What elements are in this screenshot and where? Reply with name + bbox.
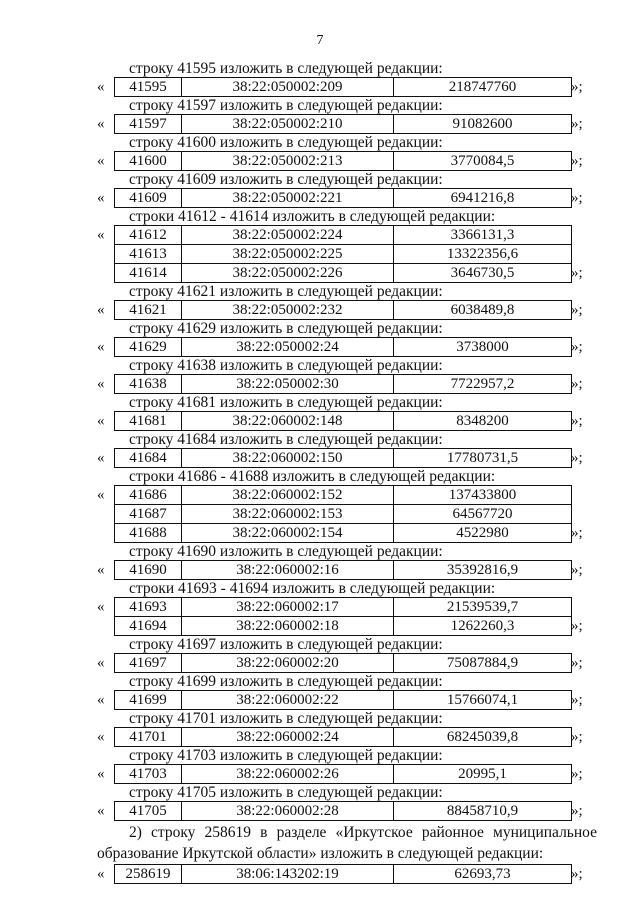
cadastral-number-cell: 38:22:060002:150 — [182, 449, 394, 468]
cadastral-number-cell: 38:22:060002:24 — [182, 728, 394, 747]
cadastral-value-cell: 3646730,5 — [394, 264, 572, 283]
closing-quote: »; — [571, 525, 583, 541]
amendment-block — [97, 114, 597, 134]
amendment-block — [97, 77, 597, 97]
row-number-cell: 41688 — [115, 524, 182, 543]
cadastral-number-cell: 38:22:050002:210 — [182, 115, 394, 134]
closing-quote: »; — [571, 692, 583, 708]
closing-quote: »; — [571, 116, 583, 132]
cadastral-value-cell: 3738000 — [394, 338, 572, 357]
table-row — [115, 375, 572, 394]
opening-quote: « — [97, 487, 105, 503]
cadastral-value-cell: 3366131,3 — [394, 226, 572, 245]
cadastral-value-cell: 4522980 — [394, 524, 572, 543]
opening-quote: « — [97, 413, 105, 429]
cadastral-value-cell: 21539539,7 — [394, 598, 572, 617]
closing-quote: »; — [571, 450, 583, 466]
opening-quote: « — [97, 692, 105, 708]
paragraph-2-line-2: образование Иркутской области» изложить в следующей редакции: — [97, 845, 544, 862]
table-row — [115, 245, 572, 264]
amendment-instruction: строку 41699 изложить в следующей редакции: — [129, 673, 443, 690]
table-row — [115, 226, 572, 245]
amendment-block — [97, 801, 597, 821]
amendment-block — [97, 864, 597, 884]
opening-quote: « — [97, 227, 105, 243]
cadastral-value-cell: 68245039,8 — [394, 728, 572, 747]
cadastral-value-cell: 218747760 — [394, 78, 572, 97]
cadastral-value-cell: 13322356,6 — [394, 245, 572, 264]
cadastral-value-cell: 62693,73 — [394, 865, 572, 884]
opening-quote: « — [97, 655, 105, 671]
amendment-instruction: строку 41703 изложить в следующей редакции: — [129, 747, 443, 764]
amendment-block — [97, 597, 597, 636]
closing-quote: »; — [571, 79, 583, 95]
registry-table — [114, 653, 572, 673]
cadastral-number-cell: 38:22:060002:154 — [182, 524, 394, 543]
opening-quote: « — [97, 562, 105, 578]
table-row — [115, 802, 572, 821]
row-number-cell: 41684 — [115, 449, 182, 468]
amendment-instruction: строку 41621 изложить в следующей редакции: — [129, 283, 443, 300]
cadastral-number-cell: 38:22:050002:225 — [182, 245, 394, 264]
table-row — [115, 449, 572, 468]
cadastral-number-cell: 38:22:050002:232 — [182, 301, 394, 320]
opening-quote: « — [97, 116, 105, 132]
cadastral-number-cell: 38:06:143202:19 — [182, 865, 394, 884]
registry-table — [114, 448, 572, 468]
registry-table — [114, 374, 572, 394]
cadastral-number-cell: 38:22:060002:152 — [182, 486, 394, 505]
table-row — [115, 561, 572, 580]
amendment-block — [97, 690, 597, 710]
cadastral-number-cell: 38:22:060002:16 — [182, 561, 394, 580]
amendment-block — [97, 448, 597, 468]
amendment-block — [97, 188, 597, 208]
row-number-cell: 41597 — [115, 115, 182, 134]
row-number-cell: 41595 — [115, 78, 182, 97]
closing-quote: »; — [571, 803, 583, 819]
amendment-instruction: строки 41686 - 41688 изложить в следующей редакции: — [129, 468, 496, 485]
amendment-block — [97, 653, 597, 673]
table-row — [115, 189, 572, 208]
cadastral-number-cell: 38:22:060002:17 — [182, 598, 394, 617]
amendment-block — [97, 374, 597, 394]
cadastral-value-cell: 88458710,9 — [394, 802, 572, 821]
amendment-instruction: строку 41705 изложить в следующей редакции: — [129, 784, 443, 801]
closing-quote: »; — [571, 655, 583, 671]
amendment-block — [97, 151, 597, 171]
paragraph-2-line-1: 2) строку 258619 в разделе «Иркутское районное муниципальное — [129, 824, 597, 841]
cadastral-number-cell: 38:22:050002:24 — [182, 338, 394, 357]
closing-quote: »; — [571, 413, 583, 429]
closing-quote: »; — [571, 265, 583, 281]
row-number-cell: 41614 — [115, 264, 182, 283]
amendment-block — [97, 727, 597, 747]
registry-table — [114, 337, 572, 357]
opening-quote: « — [97, 376, 105, 392]
row-number-cell: 41609 — [115, 189, 182, 208]
amendment-instruction: строку 41690 изложить в следующей редакции: — [129, 543, 443, 560]
table-row — [115, 152, 572, 171]
amendment-block — [97, 560, 597, 580]
cadastral-value-cell: 1262260,3 — [394, 617, 572, 636]
closing-quote: »; — [571, 562, 583, 578]
final-entry — [97, 864, 597, 884]
row-number-cell: 258619 — [115, 865, 182, 884]
cadastral-value-cell: 7722957,2 — [394, 375, 572, 394]
amendment-block — [97, 337, 597, 357]
opening-quote: « — [97, 866, 105, 882]
cadastral-value-cell: 6038489,8 — [394, 301, 572, 320]
cadastral-number-cell: 38:22:050002:213 — [182, 152, 394, 171]
opening-quote: « — [97, 79, 105, 95]
table-row — [115, 486, 572, 505]
cadastral-number-cell: 38:22:060002:20 — [182, 654, 394, 673]
registry-table — [114, 188, 572, 208]
amendment-instruction: строку 41629 изложить в следующей редакции: — [129, 320, 443, 337]
cadastral-number-cell: 38:22:060002:153 — [182, 505, 394, 524]
table-row — [115, 691, 572, 710]
cadastral-value-cell: 3770084,5 — [394, 152, 572, 171]
amendment-block — [97, 225, 597, 283]
registry-table — [114, 801, 572, 821]
cadastral-value-cell: 8348200 — [394, 412, 572, 431]
registry-table — [114, 77, 572, 97]
amendment-instruction: строку 41701 изложить в следующей редакции: — [129, 710, 443, 727]
document-body — [97, 60, 597, 884]
cadastral-number-cell: 38:22:050002:221 — [182, 189, 394, 208]
amendment-block — [97, 764, 597, 784]
amendment-block — [97, 300, 597, 320]
row-number-cell: 41701 — [115, 728, 182, 747]
registry-table — [114, 300, 572, 320]
row-number-cell: 41690 — [115, 561, 182, 580]
registry-table — [114, 560, 572, 580]
closing-quote: »; — [571, 729, 583, 745]
table-row — [115, 728, 572, 747]
cadastral-number-cell: 38:22:050002:226 — [182, 264, 394, 283]
amendment-block — [97, 485, 597, 543]
cadastral-number-cell: 38:22:060002:22 — [182, 691, 394, 710]
table-row — [115, 78, 572, 97]
amendment-instruction: строку 41600 изложить в следующей редакции: — [129, 134, 443, 151]
row-number-cell: 41699 — [115, 691, 182, 710]
row-number-cell: 41697 — [115, 654, 182, 673]
opening-quote: « — [97, 599, 105, 615]
registry-table — [114, 597, 572, 636]
closing-quote: »; — [571, 339, 583, 355]
registry-table — [114, 864, 572, 884]
table-row — [115, 115, 572, 134]
amendment-instruction: строки 41612 - 41614 изложить в следующей редакции: — [129, 208, 496, 225]
row-number-cell: 41612 — [115, 226, 182, 245]
cadastral-value-cell: 35392816,9 — [394, 561, 572, 580]
opening-quote: « — [97, 339, 105, 355]
table-row — [115, 765, 572, 784]
amendment-instruction: строку 41609 изложить в следующей редакции: — [129, 171, 443, 188]
cadastral-number-cell: 38:22:060002:28 — [182, 802, 394, 821]
page-number: 7 — [316, 33, 324, 48]
opening-quote: « — [97, 153, 105, 169]
row-number-cell: 41705 — [115, 802, 182, 821]
amendment-instruction: строку 41697 изложить в следующей редакции: — [129, 636, 443, 653]
registry-table — [114, 485, 572, 543]
row-number-cell: 41694 — [115, 617, 182, 636]
registry-table — [114, 411, 572, 431]
cadastral-number-cell: 38:22:050002:224 — [182, 226, 394, 245]
cadastral-value-cell: 91082600 — [394, 115, 572, 134]
registry-table — [114, 727, 572, 747]
cadastral-value-cell: 64567720 — [394, 505, 572, 524]
cadastral-number-cell: 38:22:050002:30 — [182, 375, 394, 394]
closing-quote: »; — [571, 153, 583, 169]
opening-quote: « — [97, 450, 105, 466]
row-number-cell: 41686 — [115, 486, 182, 505]
closing-quote: »; — [571, 766, 583, 782]
registry-table — [114, 690, 572, 710]
amendment-instruction: строку 41595 изложить в следующей редакции: — [129, 60, 443, 77]
table-row — [115, 654, 572, 673]
table-row — [115, 865, 572, 884]
cadastral-value-cell: 6941216,8 — [394, 189, 572, 208]
amendment-instruction: строку 41638 изложить в следующей редакции: — [129, 357, 443, 374]
registry-table — [114, 764, 572, 784]
table-row — [115, 505, 572, 524]
cadastral-number-cell: 38:22:050002:209 — [182, 78, 394, 97]
cadastral-value-cell: 137433800 — [394, 486, 572, 505]
opening-quote: « — [97, 766, 105, 782]
registry-table — [114, 225, 572, 283]
closing-quote: »; — [571, 866, 583, 882]
closing-quote: »; — [571, 190, 583, 206]
amendment-instruction: строки 41693 - 41694 изложить в следующей редакции: — [129, 580, 496, 597]
row-number-cell: 41621 — [115, 301, 182, 320]
closing-quote: »; — [571, 618, 583, 634]
table-row — [115, 617, 572, 636]
amendment-instruction: строку 41681 изложить в следующей редакции: — [129, 394, 443, 411]
row-number-cell: 41687 — [115, 505, 182, 524]
paragraph-2 — [97, 822, 597, 864]
amendment-instruction: строку 41597 изложить в следующей редакции: — [129, 97, 443, 114]
cadastral-value-cell: 20995,1 — [394, 765, 572, 784]
table-row — [115, 301, 572, 320]
row-number-cell: 41681 — [115, 412, 182, 431]
closing-quote: »; — [571, 376, 583, 392]
opening-quote: « — [97, 729, 105, 745]
amendment-instruction: строку 41684 изложить в следующей редакции: — [129, 431, 443, 448]
row-number-cell: 41600 — [115, 152, 182, 171]
cadastral-value-cell: 75087884,9 — [394, 654, 572, 673]
row-number-cell: 41613 — [115, 245, 182, 264]
row-number-cell: 41629 — [115, 338, 182, 357]
table-row — [115, 338, 572, 357]
row-number-cell: 41693 — [115, 598, 182, 617]
row-number-cell: 41638 — [115, 375, 182, 394]
row-number-cell: 41703 — [115, 765, 182, 784]
cadastral-number-cell: 38:22:060002:148 — [182, 412, 394, 431]
cadastral-number-cell: 38:22:060002:26 — [182, 765, 394, 784]
amendment-block — [97, 411, 597, 431]
cadastral-number-cell: 38:22:060002:18 — [182, 617, 394, 636]
registry-table — [114, 114, 572, 134]
table-row — [115, 412, 572, 431]
cadastral-value-cell: 17780731,5 — [394, 449, 572, 468]
registry-table — [114, 151, 572, 171]
amendment-list — [97, 60, 597, 821]
cadastral-value-cell: 15766074,1 — [394, 691, 572, 710]
opening-quote: « — [97, 302, 105, 318]
opening-quote: « — [97, 190, 105, 206]
closing-quote: »; — [571, 302, 583, 318]
table-row — [115, 524, 572, 543]
opening-quote: « — [97, 803, 105, 819]
table-row — [115, 598, 572, 617]
table-row — [115, 264, 572, 283]
